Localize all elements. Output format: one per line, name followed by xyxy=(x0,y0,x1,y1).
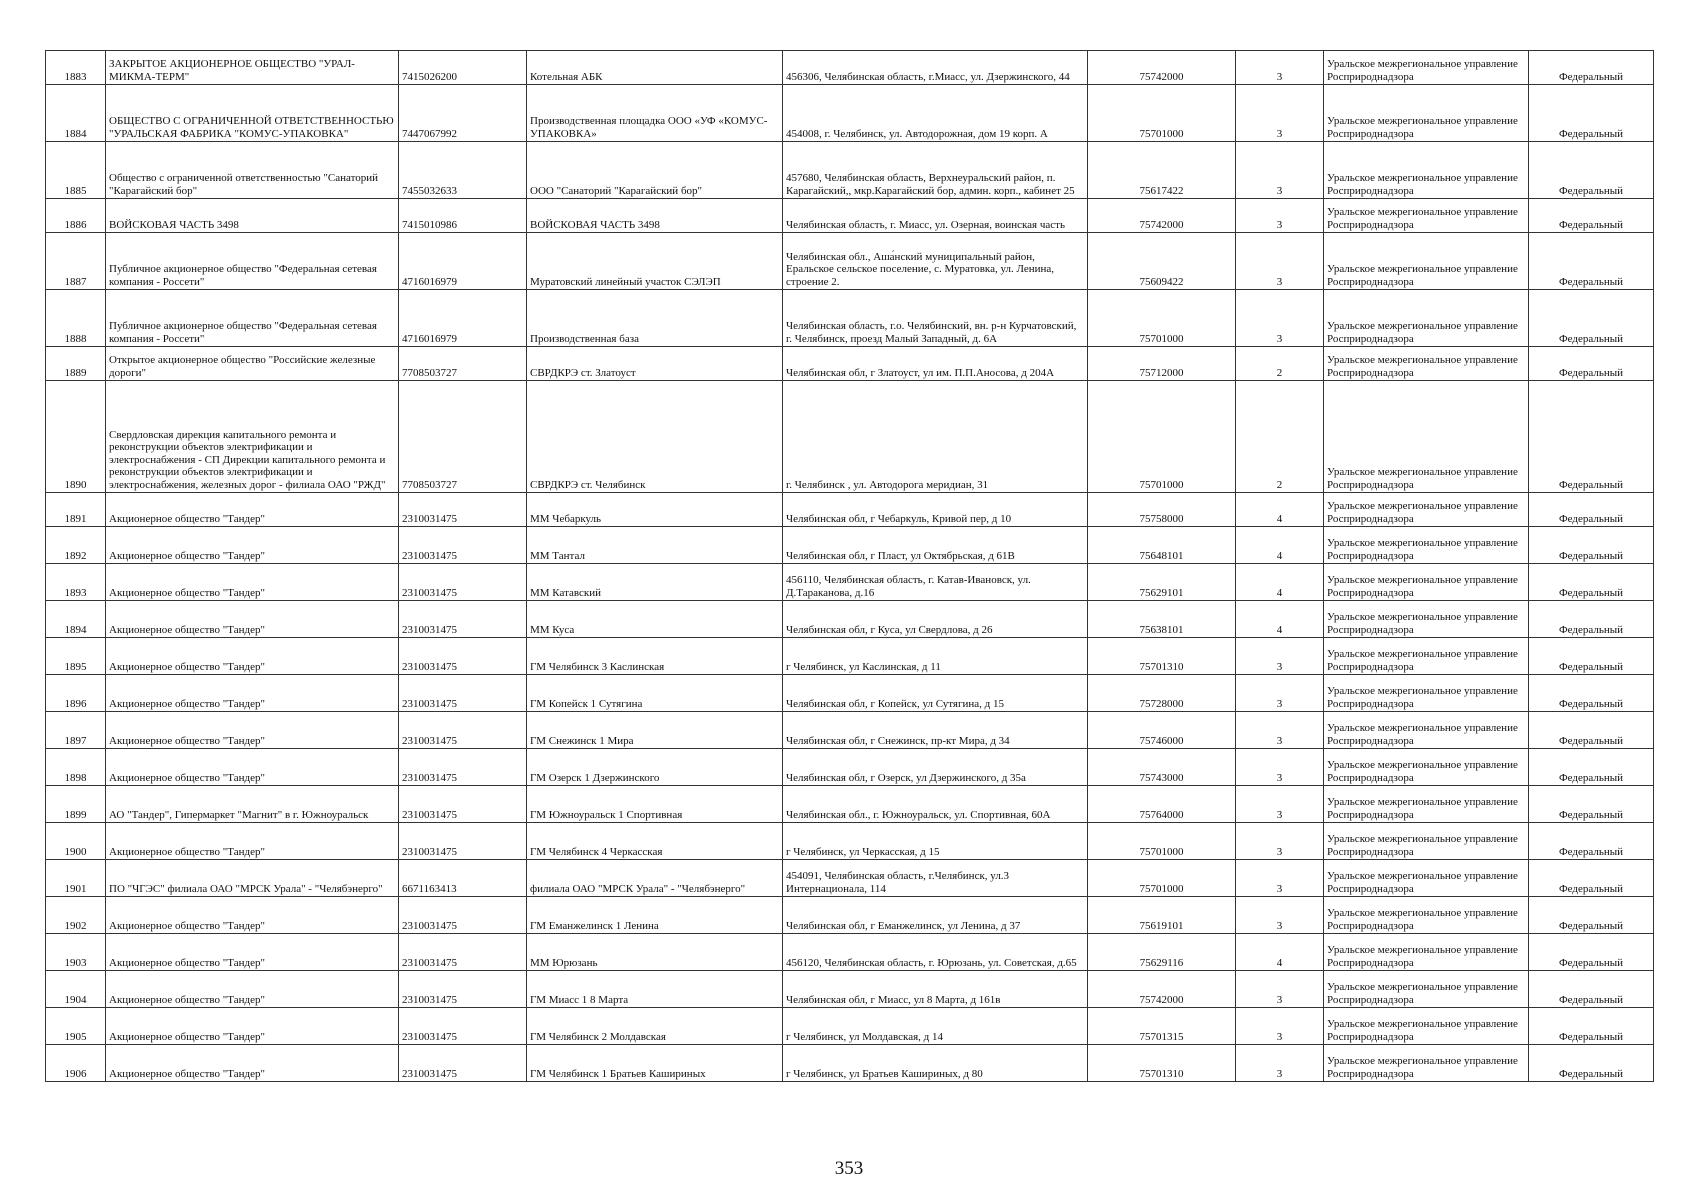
risk-category-cell: 3 xyxy=(1236,638,1324,675)
supervising-authority-cell: Уральское межрегиональное управление Росприроднадзора xyxy=(1324,749,1529,786)
object-name-cell: Муратовский линейный участок СЭЛЭП xyxy=(527,233,783,290)
page-number: 353 xyxy=(834,1158,864,1179)
supervision-level-cell: Федеральный xyxy=(1529,233,1654,290)
supervising-authority-cell: Уральское межрегиональное управление Росприроднадзора xyxy=(1324,51,1529,85)
supervision-level-cell: Федеральный xyxy=(1529,199,1654,233)
supervision-level-cell: Федеральный xyxy=(1529,712,1654,749)
inn-code-cell: 2310031475 xyxy=(399,527,527,564)
organization-name-cell: Акционерное общество "Тандер" xyxy=(106,675,399,712)
oktmo-code-cell: 75701310 xyxy=(1088,638,1236,675)
risk-category-cell: 3 xyxy=(1236,860,1324,897)
object-name-cell: СВРДКРЭ ст. Златоуст xyxy=(527,347,783,381)
table-row xyxy=(46,290,1654,347)
table-row xyxy=(46,712,1654,749)
risk-category-cell: 2 xyxy=(1236,347,1324,381)
supervision-level-cell: Федеральный xyxy=(1529,601,1654,638)
supervision-level-cell: Федеральный xyxy=(1529,564,1654,601)
oktmo-code-cell: 75629101 xyxy=(1088,564,1236,601)
row-number-cell: 1887 xyxy=(46,233,106,290)
object-address-cell: Челябинская обл, г Копейск, ул Сутягина, д 15 xyxy=(783,675,1088,712)
inn-code-cell: 7415026200 xyxy=(399,51,527,85)
inn-code-cell: 2310031475 xyxy=(399,971,527,1008)
inn-code-cell: 7447067992 xyxy=(399,85,527,142)
row-number-cell: 1905 xyxy=(46,1008,106,1045)
object-address-cell: 454008, г. Челябинск, ул. Автодорожная, дом 19 корп. А xyxy=(783,85,1088,142)
risk-category-cell: 3 xyxy=(1236,233,1324,290)
row-number-cell: 1886 xyxy=(46,199,106,233)
object-name-cell: филиала ОАО "МРСК Урала" - "Челябэнерго" xyxy=(527,860,783,897)
supervising-authority-cell: Уральское межрегиональное управление Росприроднадзора xyxy=(1324,934,1529,971)
organization-name-cell: Акционерное общество "Тандер" xyxy=(106,823,399,860)
row-number-cell: 1891 xyxy=(46,493,106,527)
organization-name-cell: Акционерное общество "Тандер" xyxy=(106,493,399,527)
oktmo-code-cell: 75701000 xyxy=(1088,381,1236,493)
organization-name-cell: Акционерное общество "Тандер" xyxy=(106,638,399,675)
organization-name-cell: Акционерное общество "Тандер" xyxy=(106,1045,399,1082)
row-number-cell: 1901 xyxy=(46,860,106,897)
row-number-cell: 1890 xyxy=(46,381,106,493)
organization-name-cell: Акционерное общество "Тандер" xyxy=(106,897,399,934)
object-name-cell: ММ Катавский xyxy=(527,564,783,601)
inn-code-cell: 2310031475 xyxy=(399,564,527,601)
registry-rows xyxy=(46,51,1654,1082)
supervising-authority-cell: Уральское межрегиональное управление Росприроднадзора xyxy=(1324,347,1529,381)
object-name-cell: ММ Куса xyxy=(527,601,783,638)
organization-name-cell: АО "Тандер", Гипермаркет "Магнит" в г. Южноуральск xyxy=(106,786,399,823)
organization-name-cell: Акционерное общество "Тандер" xyxy=(106,749,399,786)
supervision-level-cell: Федеральный xyxy=(1529,142,1654,199)
row-number-cell: 1888 xyxy=(46,290,106,347)
organization-name-cell: Публичное акционерное общество "Федеральная сетевая компания - Россети" xyxy=(106,233,399,290)
oktmo-code-cell: 75701000 xyxy=(1088,860,1236,897)
object-address-cell: Челябинская обл, г Еманжелинск, ул Ленина, д 37 xyxy=(783,897,1088,934)
table-row xyxy=(46,971,1654,1008)
row-number-cell: 1902 xyxy=(46,897,106,934)
supervising-authority-cell: Уральское межрегиональное управление Росприроднадзора xyxy=(1324,199,1529,233)
object-name-cell: ГМ Челябинск 2 Молдавская xyxy=(527,1008,783,1045)
registry-table xyxy=(45,50,1654,1082)
object-address-cell: Челябинская обл, г Снежинск, пр-кт Мира, д 34 xyxy=(783,712,1088,749)
oktmo-code-cell: 75743000 xyxy=(1088,749,1236,786)
organization-name-cell: Акционерное общество "Тандер" xyxy=(106,601,399,638)
row-number-cell: 1903 xyxy=(46,934,106,971)
oktmo-code-cell: 75764000 xyxy=(1088,786,1236,823)
inn-code-cell: 2310031475 xyxy=(399,934,527,971)
inn-code-cell: 7708503727 xyxy=(399,381,527,493)
inn-code-cell: 2310031475 xyxy=(399,601,527,638)
supervising-authority-cell: Уральское межрегиональное управление Росприроднадзора xyxy=(1324,601,1529,638)
object-name-cell: ГМ Миасс 1 8 Марта xyxy=(527,971,783,1008)
risk-category-cell: 4 xyxy=(1236,527,1324,564)
risk-category-cell: 3 xyxy=(1236,290,1324,347)
oktmo-code-cell: 75629116 xyxy=(1088,934,1236,971)
table-row xyxy=(46,1008,1654,1045)
object-address-cell: 456120, Челябинская область, г. Юрюзань, ул. Советская, д.65 xyxy=(783,934,1088,971)
row-number-cell: 1899 xyxy=(46,786,106,823)
object-address-cell: Челябинская обл, г Пласт, ул Октябрьская, д 61В xyxy=(783,527,1088,564)
row-number-cell: 1898 xyxy=(46,749,106,786)
object-name-cell: ММ Тантал xyxy=(527,527,783,564)
risk-category-cell: 3 xyxy=(1236,85,1324,142)
oktmo-code-cell: 75758000 xyxy=(1088,493,1236,527)
supervising-authority-cell: Уральское межрегиональное управление Росприроднадзора xyxy=(1324,564,1529,601)
inn-code-cell: 4716016979 xyxy=(399,233,527,290)
inn-code-cell: 7455032633 xyxy=(399,142,527,199)
oktmo-code-cell: 75701310 xyxy=(1088,1045,1236,1082)
registry-sheet xyxy=(45,50,1653,1082)
supervising-authority-cell: Уральское межрегиональное управление Росприроднадзора xyxy=(1324,233,1529,290)
inn-code-cell: 7708503727 xyxy=(399,347,527,381)
organization-name-cell: ПО "ЧГЭС" филиала ОАО "МРСК Урала" - "Челябэнерго" xyxy=(106,860,399,897)
object-address-cell: 457680, Челябинская область, Верхнеуральский район, п. Карагайский,, мкр.Карагайский бор, админ. корп., кабинет 25 xyxy=(783,142,1088,199)
table-row xyxy=(46,823,1654,860)
object-address-cell: г Челябинск, ул Каслинская, д 11 xyxy=(783,638,1088,675)
risk-category-cell: 3 xyxy=(1236,971,1324,1008)
oktmo-code-cell: 75728000 xyxy=(1088,675,1236,712)
object-name-cell: ГМ Челябинск 3 Каслинская xyxy=(527,638,783,675)
supervision-level-cell: Федеральный xyxy=(1529,971,1654,1008)
object-address-cell: Челябинская область, г.о. Челябинский, вн. р-н Курчатовский, г. Челябинск, проезд Малый Западный, д. 6А xyxy=(783,290,1088,347)
organization-name-cell: Акционерное общество "Тандер" xyxy=(106,527,399,564)
oktmo-code-cell: 75746000 xyxy=(1088,712,1236,749)
object-address-cell: Челябинская обл, г Куса, ул Свердлова, д 26 xyxy=(783,601,1088,638)
table-row xyxy=(46,85,1654,142)
risk-category-cell: 3 xyxy=(1236,142,1324,199)
risk-category-cell: 4 xyxy=(1236,601,1324,638)
row-number-cell: 1894 xyxy=(46,601,106,638)
row-number-cell: 1895 xyxy=(46,638,106,675)
table-row xyxy=(46,786,1654,823)
supervision-level-cell: Федеральный xyxy=(1529,860,1654,897)
supervision-level-cell: Федеральный xyxy=(1529,381,1654,493)
object-name-cell: ГМ Еманжелинск 1 Ленина xyxy=(527,897,783,934)
organization-name-cell: Акционерное общество "Тандер" xyxy=(106,934,399,971)
inn-code-cell: 2310031475 xyxy=(399,638,527,675)
supervision-level-cell: Федеральный xyxy=(1529,934,1654,971)
risk-category-cell: 3 xyxy=(1236,51,1324,85)
inn-code-cell: 2310031475 xyxy=(399,1045,527,1082)
table-row xyxy=(46,934,1654,971)
risk-category-cell: 4 xyxy=(1236,564,1324,601)
object-address-cell: г Челябинск, ул Черкасская, д 15 xyxy=(783,823,1088,860)
row-number-cell: 1896 xyxy=(46,675,106,712)
organization-name-cell: Публичное акционерное общество "Федеральная сетевая компания - Россети" xyxy=(106,290,399,347)
supervision-level-cell: Федеральный xyxy=(1529,347,1654,381)
table-row xyxy=(46,564,1654,601)
oktmo-code-cell: 75648101 xyxy=(1088,527,1236,564)
row-number-cell: 1883 xyxy=(46,51,106,85)
risk-category-cell: 3 xyxy=(1236,1045,1324,1082)
object-name-cell: ГМ Челябинск 4 Черкасская xyxy=(527,823,783,860)
object-name-cell: ММ Чебаркуль xyxy=(527,493,783,527)
object-name-cell: ГМ Южноуральск 1 Спортивная xyxy=(527,786,783,823)
organization-name-cell: Общество с ограниченной ответственностью "Санаторий "Карагайский бор" xyxy=(106,142,399,199)
table-row xyxy=(46,1045,1654,1082)
supervision-level-cell: Федеральный xyxy=(1529,749,1654,786)
object-name-cell: СВРДКРЭ ст. Челябинск xyxy=(527,381,783,493)
risk-category-cell: 3 xyxy=(1236,675,1324,712)
supervising-authority-cell: Уральское межрегиональное управление Росприроднадзора xyxy=(1324,527,1529,564)
oktmo-code-cell: 75742000 xyxy=(1088,51,1236,85)
object-address-cell: 456306, Челябинская область, г.Миасс, ул. Дзержинского, 44 xyxy=(783,51,1088,85)
risk-category-cell: 4 xyxy=(1236,934,1324,971)
object-address-cell: Челябинская обл., Аша́нский муниципальный район, Еральское сельское поселение, с. Муратовка, ул. Ленина, строение 2. xyxy=(783,233,1088,290)
row-number-cell: 1893 xyxy=(46,564,106,601)
supervising-authority-cell: Уральское межрегиональное управление Росприроднадзора xyxy=(1324,638,1529,675)
object-name-cell: ВОЙСКОВАЯ ЧАСТЬ 3498 xyxy=(527,199,783,233)
risk-category-cell: 4 xyxy=(1236,493,1324,527)
supervising-authority-cell: Уральское межрегиональное управление Росприроднадзора xyxy=(1324,290,1529,347)
supervising-authority-cell: Уральское межрегиональное управление Росприроднадзора xyxy=(1324,675,1529,712)
supervision-level-cell: Федеральный xyxy=(1529,493,1654,527)
table-row xyxy=(46,675,1654,712)
supervising-authority-cell: Уральское межрегиональное управление Росприроднадзора xyxy=(1324,142,1529,199)
supervising-authority-cell: Уральское межрегиональное управление Росприроднадзора xyxy=(1324,381,1529,493)
object-name-cell: Производственная база xyxy=(527,290,783,347)
supervising-authority-cell: Уральское межрегиональное управление Росприроднадзора xyxy=(1324,1008,1529,1045)
oktmo-code-cell: 75617422 xyxy=(1088,142,1236,199)
row-number-cell: 1885 xyxy=(46,142,106,199)
object-name-cell: ГМ Снежинск 1 Мира xyxy=(527,712,783,749)
supervision-level-cell: Федеральный xyxy=(1529,675,1654,712)
object-address-cell: Челябинская обл, г Чебаркуль, Кривой пер, д 10 xyxy=(783,493,1088,527)
supervision-level-cell: Федеральный xyxy=(1529,51,1654,85)
supervising-authority-cell: Уральское межрегиональное управление Росприроднадзора xyxy=(1324,712,1529,749)
organization-name-cell: ОБЩЕСТВО С ОГРАНИЧЕННОЙ ОТВЕТСТВЕННОСТЬЮ "УРАЛЬСКАЯ ФАБРИКА "КОМУС-УПАКОВКА" xyxy=(106,85,399,142)
inn-code-cell: 2310031475 xyxy=(399,675,527,712)
table-row xyxy=(46,381,1654,493)
object-address-cell: г. Челябинск , ул. Автодорога меридиан, 31 xyxy=(783,381,1088,493)
row-number-cell: 1900 xyxy=(46,823,106,860)
organization-name-cell: ВОЙСКОВАЯ ЧАСТЬ 3498 xyxy=(106,199,399,233)
row-number-cell: 1892 xyxy=(46,527,106,564)
object-name-cell: ГМ Челябинск 1 Братьев Кашириных xyxy=(527,1045,783,1082)
risk-category-cell: 3 xyxy=(1236,199,1324,233)
table-row xyxy=(46,51,1654,85)
table-row xyxy=(46,527,1654,564)
object-address-cell: г Челябинск, ул Молдавская, д 14 xyxy=(783,1008,1088,1045)
object-address-cell: Челябинская обл, г Златоуст, ул им. П.П.Аносова, д 204А xyxy=(783,347,1088,381)
oktmo-code-cell: 75638101 xyxy=(1088,601,1236,638)
supervising-authority-cell: Уральское межрегиональное управление Росприроднадзора xyxy=(1324,493,1529,527)
inn-code-cell: 2310031475 xyxy=(399,712,527,749)
object-name-cell: ООО "Санаторий "Карагайский бор" xyxy=(527,142,783,199)
risk-category-cell: 3 xyxy=(1236,823,1324,860)
table-row xyxy=(46,199,1654,233)
risk-category-cell: 3 xyxy=(1236,1008,1324,1045)
object-address-cell: Челябинская обл., г. Южноуральск, ул. Спортивная, 60А xyxy=(783,786,1088,823)
inn-code-cell: 2310031475 xyxy=(399,786,527,823)
supervision-level-cell: Федеральный xyxy=(1529,897,1654,934)
supervision-level-cell: Федеральный xyxy=(1529,823,1654,860)
row-number-cell: 1897 xyxy=(46,712,106,749)
organization-name-cell: Акционерное общество "Тандер" xyxy=(106,1008,399,1045)
table-row xyxy=(46,233,1654,290)
risk-category-cell: 3 xyxy=(1236,897,1324,934)
risk-category-cell: 3 xyxy=(1236,712,1324,749)
inn-code-cell: 2310031475 xyxy=(399,897,527,934)
object-address-cell: 456110, Челябинская область, г. Катав-Ивановск, ул. Д.Тараканова, д.16 xyxy=(783,564,1088,601)
oktmo-code-cell: 75701000 xyxy=(1088,823,1236,860)
supervision-level-cell: Федеральный xyxy=(1529,786,1654,823)
row-number-cell: 1884 xyxy=(46,85,106,142)
object-name-cell: ГМ Озерск 1 Дзержинского xyxy=(527,749,783,786)
organization-name-cell: ЗАКРЫТОЕ АКЦИОНЕРНОЕ ОБЩЕСТВО "УРАЛ-МИКМА-ТЕРМ" xyxy=(106,51,399,85)
oktmo-code-cell: 75609422 xyxy=(1088,233,1236,290)
supervising-authority-cell: Уральское межрегиональное управление Росприроднадзора xyxy=(1324,860,1529,897)
table-row xyxy=(46,638,1654,675)
supervision-level-cell: Федеральный xyxy=(1529,1008,1654,1045)
table-row xyxy=(46,142,1654,199)
organization-name-cell: Свердловская дирекция капитального ремонта и реконструкции объектов электрификации и электроснабжения - СП Дирекции капитального ремонта и реконструкции объектов электрификации и электроснабжения, железных дорог - филиала ОАО "РЖД" xyxy=(106,381,399,493)
risk-category-cell: 3 xyxy=(1236,749,1324,786)
oktmo-code-cell: 75701000 xyxy=(1088,85,1236,142)
table-row xyxy=(46,897,1654,934)
oktmo-code-cell: 75712000 xyxy=(1088,347,1236,381)
object-address-cell: 454091, Челябинская область, г.Челябинск, ул.3 Интернационала, 114 xyxy=(783,860,1088,897)
organization-name-cell: Акционерное общество "Тандер" xyxy=(106,564,399,601)
inn-code-cell: 2310031475 xyxy=(399,823,527,860)
supervising-authority-cell: Уральское межрегиональное управление Росприроднадзора xyxy=(1324,823,1529,860)
supervising-authority-cell: Уральское межрегиональное управление Росприроднадзора xyxy=(1324,971,1529,1008)
object-address-cell: Челябинская область, г. Миасс, ул. Озерная, воинская часть xyxy=(783,199,1088,233)
table-row xyxy=(46,601,1654,638)
organization-name-cell: Акционерное общество "Тандер" xyxy=(106,712,399,749)
inn-code-cell: 2310031475 xyxy=(399,493,527,527)
risk-category-cell: 2 xyxy=(1236,381,1324,493)
object-name-cell: ГМ Копейск 1 Сутягина xyxy=(527,675,783,712)
row-number-cell: 1889 xyxy=(46,347,106,381)
oktmo-code-cell: 75742000 xyxy=(1088,199,1236,233)
oktmo-code-cell: 75619101 xyxy=(1088,897,1236,934)
table-row xyxy=(46,493,1654,527)
supervising-authority-cell: Уральское межрегиональное управление Росприроднадзора xyxy=(1324,786,1529,823)
supervision-level-cell: Федеральный xyxy=(1529,527,1654,564)
supervision-level-cell: Федеральный xyxy=(1529,1045,1654,1082)
row-number-cell: 1904 xyxy=(46,971,106,1008)
supervising-authority-cell: Уральское межрегиональное управление Росприроднадзора xyxy=(1324,85,1529,142)
inn-code-cell: 2310031475 xyxy=(399,1008,527,1045)
object-address-cell: г Челябинск, ул Братьев Кашириных, д 80 xyxy=(783,1045,1088,1082)
inn-code-cell: 2310031475 xyxy=(399,749,527,786)
object-address-cell: Челябинская обл, г Озерск, ул Дзержинского, д 35а xyxy=(783,749,1088,786)
table-row xyxy=(46,347,1654,381)
table-row xyxy=(46,860,1654,897)
supervision-level-cell: Федеральный xyxy=(1529,638,1654,675)
inn-code-cell: 4716016979 xyxy=(399,290,527,347)
risk-category-cell: 3 xyxy=(1236,786,1324,823)
row-number-cell: 1906 xyxy=(46,1045,106,1082)
organization-name-cell: Открытое акционерное общество "Российские железные дороги" xyxy=(106,347,399,381)
supervising-authority-cell: Уральское межрегиональное управление Росприроднадзора xyxy=(1324,897,1529,934)
supervising-authority-cell: Уральское межрегиональное управление Росприроднадзора xyxy=(1324,1045,1529,1082)
oktmo-code-cell: 75742000 xyxy=(1088,971,1236,1008)
object-address-cell: Челябинская обл, г Миасс, ул 8 Марта, д 161в xyxy=(783,971,1088,1008)
inn-code-cell: 7415010986 xyxy=(399,199,527,233)
object-name-cell: Котельная АБК xyxy=(527,51,783,85)
object-name-cell: Производственная площадка ООО «УФ «КОМУС-УПАКОВКА» xyxy=(527,85,783,142)
oktmo-code-cell: 75701000 xyxy=(1088,290,1236,347)
oktmo-code-cell: 75701315 xyxy=(1088,1008,1236,1045)
inn-code-cell: 6671163413 xyxy=(399,860,527,897)
organization-name-cell: Акционерное общество "Тандер" xyxy=(106,971,399,1008)
object-name-cell: ММ Юрюзань xyxy=(527,934,783,971)
table-row xyxy=(46,749,1654,786)
supervision-level-cell: Федеральный xyxy=(1529,85,1654,142)
supervision-level-cell: Федеральный xyxy=(1529,290,1654,347)
